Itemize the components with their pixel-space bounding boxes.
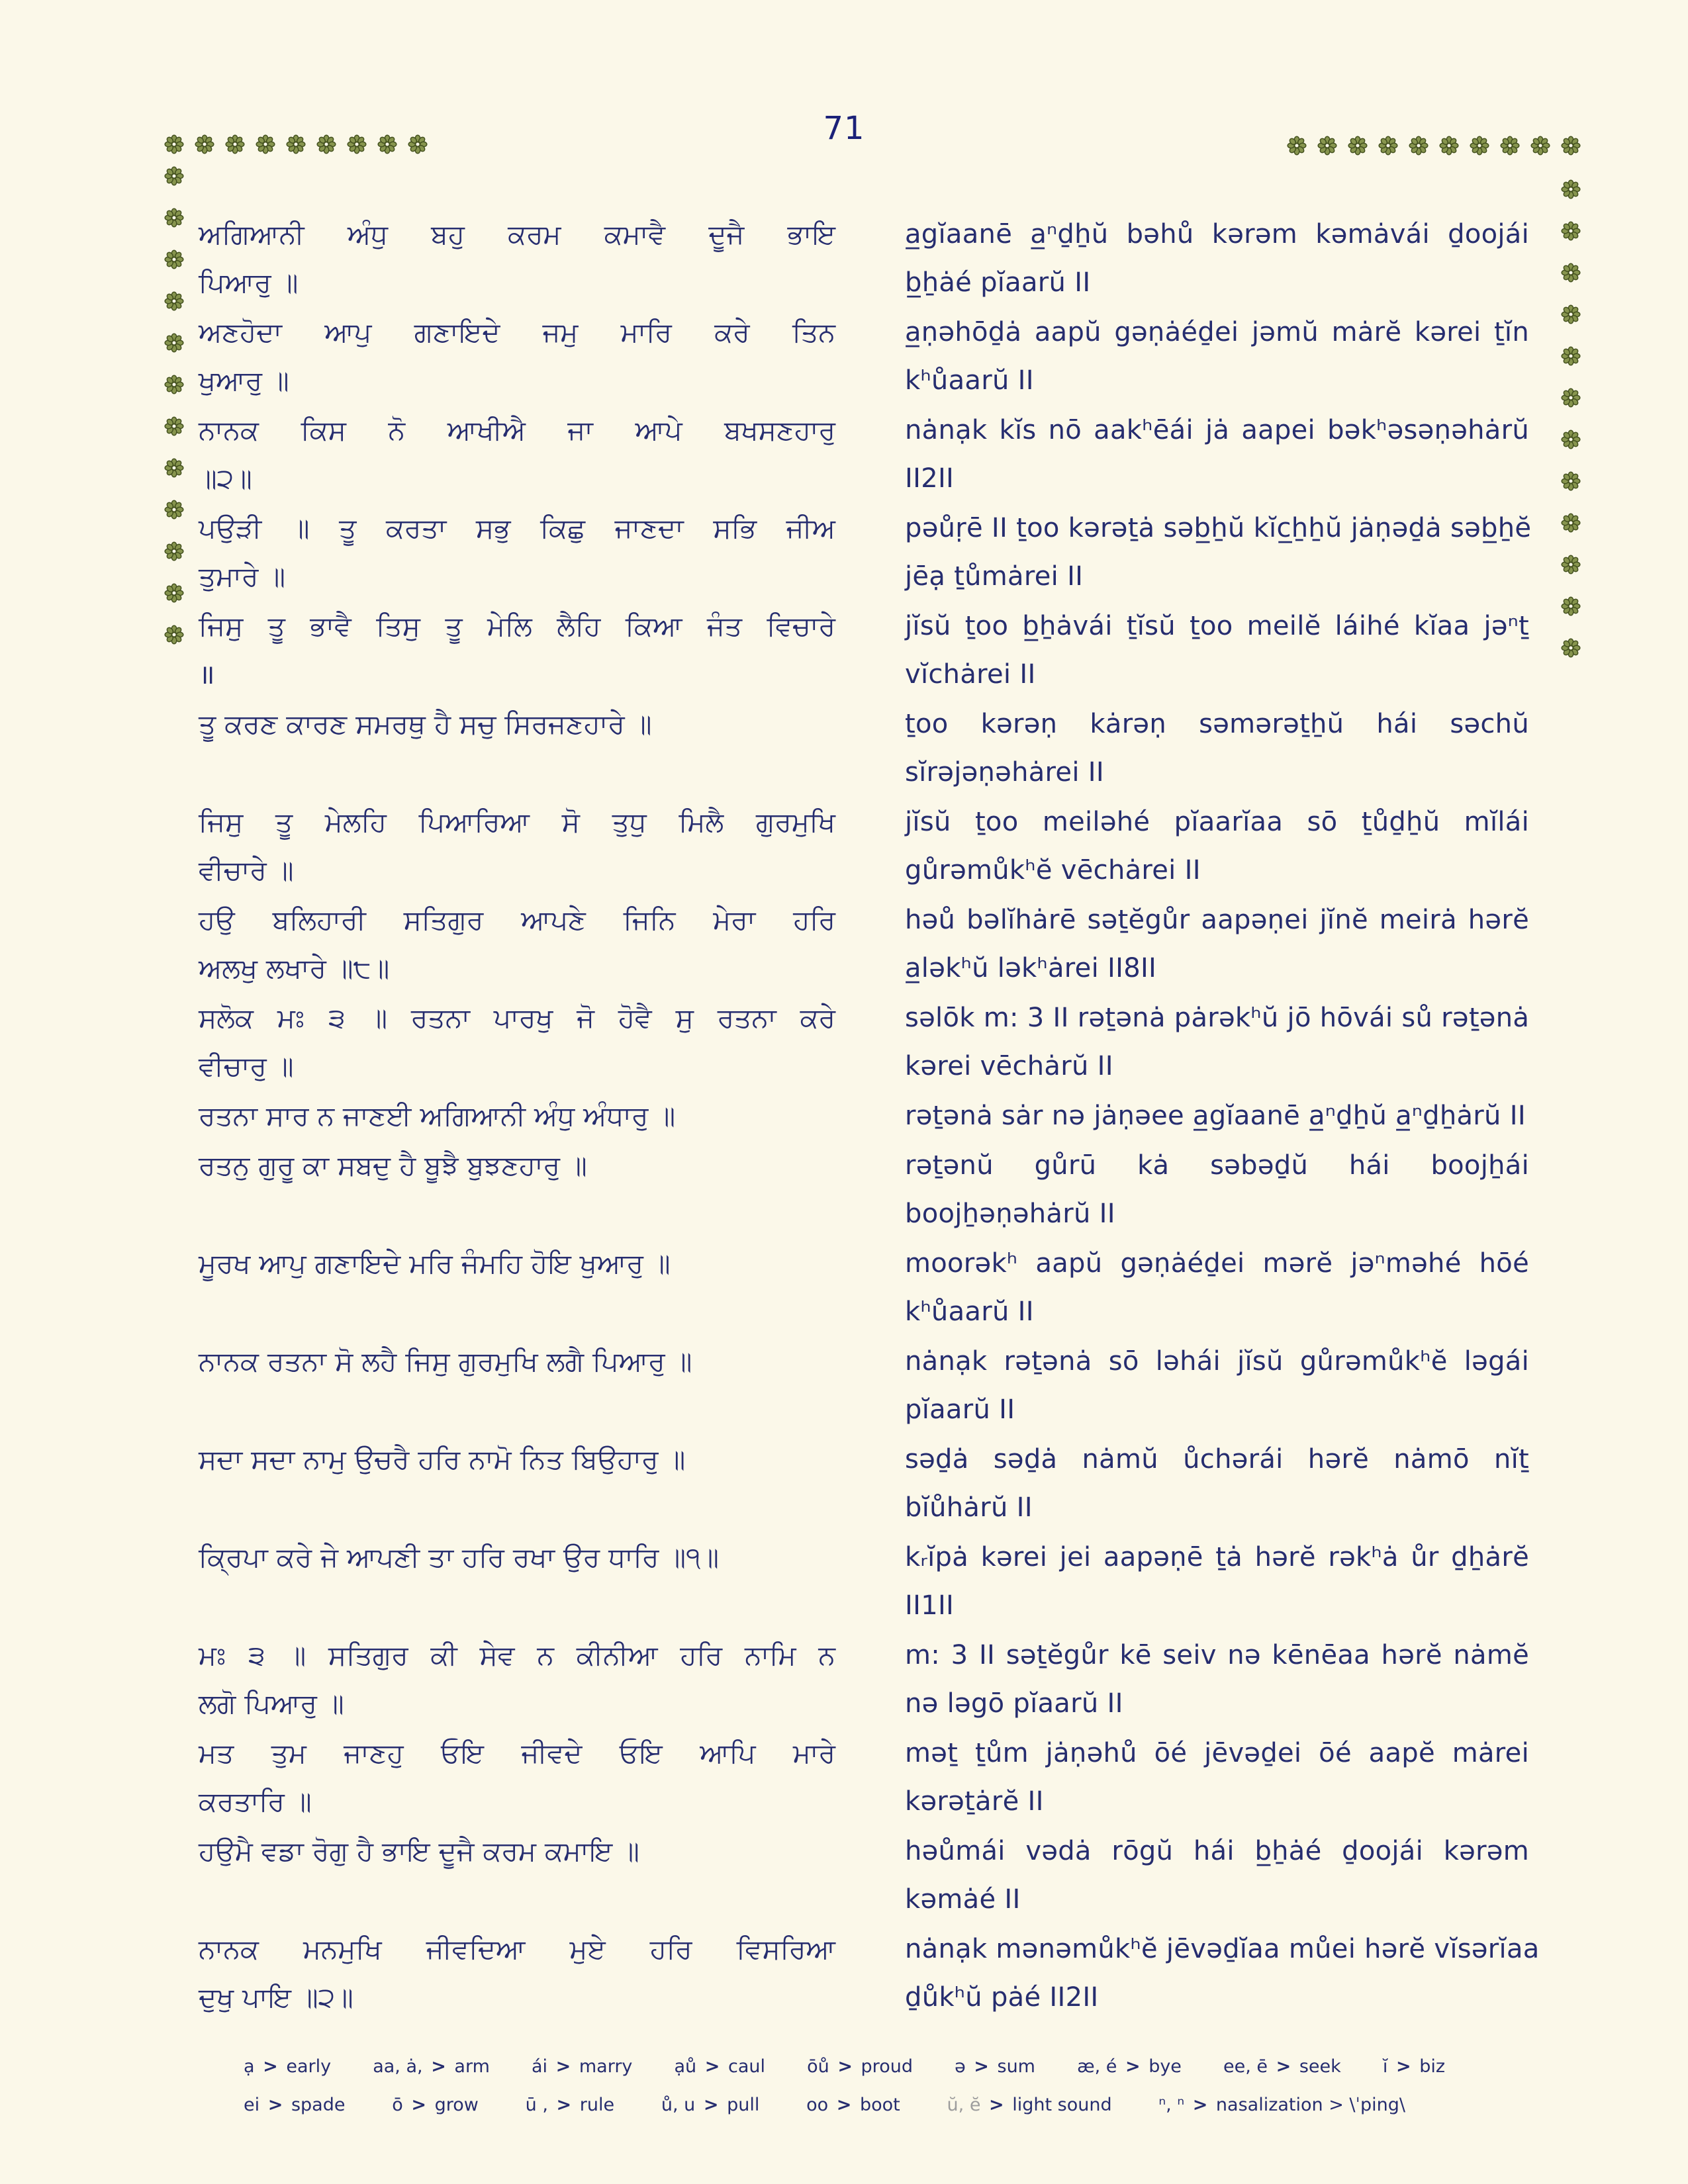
gurmukhi-line: ਕ੍ਰਿਪਾ ਕਰੇ ਜੇ ਆਪਣੀ ਤਾ ਹਰਿ ਰਖਾ ਉਰ ਧਾਰਿ ॥੧॥: [199, 1541, 719, 1573]
flower-ornament-icon: [286, 134, 306, 154]
flower-ornament-icon: [1561, 304, 1581, 324]
flower-ornament-icon: [1317, 136, 1337, 156]
gurmukhi-verse: [199, 1729, 835, 1826]
flower-ornament-icon: [1561, 430, 1581, 449]
gurmukhi-line: ਨਾਨਕ ਰਤਨਾ ਸੋ ਲਹੈ ਜਿਸੁ ਗੁਰਮੁਖਿ ਲਗੈ ਪਿਆਰੁ ॥: [199, 1345, 692, 1377]
gurmukhi-line: ਕਰਤਾਰਿ ॥: [199, 1786, 312, 1817]
legend-example-word: nasalization > \ˈping\: [1215, 2095, 1405, 2115]
legend-arrow-icon: >: [411, 2095, 426, 2115]
transliteration-line: pəůṛē II ṯoo kərəṯȧ səb̲ẖŭ kĭc̲ẖẖŭ jȧṇəḏȧ səb̲ẖĕ: [905, 513, 1532, 543]
transliteration-line: b̲ẖȧé pĭaarŭ II: [905, 267, 1091, 298]
legend-item: [675, 2048, 766, 2086]
transliteration-verse: [905, 700, 1529, 797]
gurmukhi-verse: [199, 406, 835, 503]
transliteration-line: nə ləgō pĭaarŭ II: [905, 1688, 1123, 1719]
transliteration-verse: [905, 896, 1529, 993]
transliteration-line: boojẖəṇəhȧrŭ II: [905, 1199, 1115, 1229]
gurmukhi-verse: [199, 210, 835, 307]
scripture-columns: [199, 210, 1540, 2022]
legend-example-word: marry: [579, 2056, 633, 2077]
gurmukhi-line: ਪਉੜੀ ॥ ਤੂ ਕਰਤਾ ਸਭੁ ਕਿਛੁ ਜਾਣਦਾ ਸਭਿ ਜੀਅ: [199, 512, 835, 544]
transliteration-line: həů bəlĭhȧrē səṯĕgůr aapəṇei jĭnĕ meirȧ hərĕ: [905, 905, 1529, 935]
transliteration-line: səḏȧ səḏȧ nȧmŭ ůchərái hərĕ nȧmō nĭṯ: [905, 1444, 1529, 1475]
flower-ornament-icon: [1561, 471, 1581, 491]
gurmukhi-verse: [199, 1338, 835, 1434]
legend-symbol: ạů: [674, 2056, 697, 2077]
legend-arrow-icon: >: [974, 2056, 989, 2077]
gurmukhi-verse: [199, 1142, 835, 1238]
gurmukhi-line: ਜਿਸੁ ਤੂ ਮੇਲਹਿ ਪਿਆਰਿਆ ਸੋ ਤੁਧੁ ਮਿਲੈ ਗੁਰਮੁਖਿ: [199, 806, 835, 838]
transliteration-verse: [905, 1729, 1529, 1826]
legend-item: [532, 2048, 632, 2086]
flower-ornament-icon: [1470, 136, 1489, 156]
flower-ornament-icon: [164, 458, 184, 478]
gurmukhi-verse: [199, 1925, 835, 2022]
transliteration-line: kʰůaarŭ II: [905, 1297, 1034, 1327]
transliteration-line: kərəṯȧrĕ II: [905, 1786, 1044, 1817]
legend-symbol: ee, ē: [1223, 2056, 1268, 2077]
legend-symbol: ū ,: [525, 2095, 548, 2115]
legend-symbol: oo: [806, 2095, 829, 2115]
gurmukhi-line: ਹਉ ਬਲਿਹਾਰੀ ਸਤਿਗੁਰ ਆਪਣੇ ਜਿਨਿ ਮੇਰਾ ਹਰਿ: [199, 904, 835, 936]
gurmukhi-verse: [199, 1435, 835, 1532]
legend-item: [244, 2048, 331, 2086]
transliteration-verse: [905, 1338, 1529, 1434]
pronunciation-legend: [244, 2048, 1445, 2124]
gurmukhi-line: ਵੀਚਾਰੇ ॥: [199, 854, 294, 886]
legend-example-word: spade: [291, 2095, 346, 2115]
transliteration-verse: [905, 1533, 1529, 1630]
flower-ornament-icon: [164, 625, 184, 645]
gurmukhi-line: ਤੁਮਾਰੇ ॥: [199, 561, 286, 592]
flower-ornament-icon: [164, 166, 184, 186]
gurmukhi-line: ਹਉਮੈ ਵਡਾ ਰੋਗੁ ਹੈ ਭਾਇ ਦੂਜੈ ਕਰਮ ਕਮਾਇ ॥: [199, 1835, 639, 1867]
gurmukhi-verse: [199, 1827, 835, 1924]
transliteration-verse: [905, 1631, 1529, 1728]
transliteration-verse: [905, 406, 1529, 503]
legend-example-word: early: [286, 2056, 332, 2077]
flower-ornament-icon: [1561, 221, 1581, 241]
legend-arrow-icon: >: [1276, 2056, 1291, 2077]
transliteration-line: nȧnạk mənəmůkʰĕ jēvəḏĭaa můei hərĕ vĭsərĭaa: [905, 1934, 1540, 1964]
transliteration-line: pĭaarŭ II: [905, 1394, 1015, 1425]
transliteration-verse: [905, 1827, 1529, 1924]
flower-ornament-icon: [1439, 136, 1459, 156]
legend-item: [526, 2086, 614, 2124]
legend-example-word: biz: [1419, 2056, 1445, 2077]
transliteration-verse: [905, 210, 1529, 307]
flower-ornament-icon: [225, 134, 245, 154]
legend-arrow-icon: >: [703, 2095, 719, 2115]
transliteration-line: sĭrəjəṇəhȧrei II: [905, 757, 1104, 788]
legend-example-word: light sound: [1012, 2095, 1112, 2115]
flower-ornament-icon: [164, 291, 184, 311]
legend-example-word: seek: [1299, 2056, 1341, 2077]
transliteration-line: a̲gĭaanē a̲ⁿḏẖŭ bəhů kərəm kəmȧvái ḏoojái: [905, 219, 1529, 250]
transliteration-verse: [905, 1240, 1529, 1336]
legend-example-word: bye: [1149, 2056, 1182, 2077]
legend-row: [244, 2086, 1405, 2124]
flower-ornament-icon: [1561, 179, 1581, 199]
transliteration-line: m: 3 II səṯĕgůr kē seiv nə kēnēaa hərĕ nȧmĕ: [905, 1640, 1529, 1670]
transliteration-line: jĭsŭ ṯoo meiləhé pĭaarĭaa sō ṯůḏẖŭ mĭlái: [905, 807, 1529, 837]
transliteration-verse: [905, 504, 1532, 601]
transliteration-line: səlōk m: 3 II rəṯənȧ pȧrəkʰŭ jō hōvái sů rəṯənȧ: [905, 1003, 1530, 1033]
flower-ornament-icon: [1378, 136, 1398, 156]
legend-symbol: ĭ: [1382, 2056, 1388, 2077]
transliteration-line: a̲ləkʰŭ ləkʰȧrei II8II: [905, 953, 1157, 983]
legend-item: [373, 2048, 490, 2086]
legend-arrow-icon: >: [704, 2056, 720, 2077]
legend-item: [955, 2048, 1035, 2086]
flower-ornament-icon: [1561, 346, 1581, 366]
legend-item: [1383, 2048, 1445, 2086]
flower-ornament-icon: [164, 134, 184, 154]
legend-example-word: boot: [859, 2095, 900, 2115]
gurmukhi-line: ਸਦਾ ਸਦਾ ਨਾਮੁ ਉਚਰੈ ਹਰਿ ਨਾਮੋ ਨਿਤ ਬਿਉਹਾਰੁ ॥: [199, 1443, 686, 1475]
transliteration-line: ḏůkʰŭ pȧé II2II: [905, 1982, 1099, 2013]
flower-ornament-icon: [408, 134, 428, 154]
gurmukhi-line: ਤੂ ਕਰਣ ਕਾਰਣ ਸਮਰਥੁ ਹੈ ਸਚੁ ਸਿਰਜਣਹਾਰੇ ॥: [199, 708, 652, 740]
legend-arrow-icon: >: [1192, 2095, 1208, 2115]
legend-arrow-icon: >: [263, 2056, 278, 2077]
gurmukhi-line: ਜਿਸੁ ਤੂ ਭਾਵੈ ਤਿਸੁ ਤੂ ਮੇਲਿ ਲੈਹਿ ਕਿਆ ਜੰਤ ਵਿਚਾਰੇ: [199, 610, 835, 642]
gurmukhi-line: ਨਾਨਕ ਕਿਸ ਨੋ ਆਖੀਐ ਜਾ ਆਪੇ ਬਖਸਣਹਾਰੁ: [199, 414, 835, 446]
gurmukhi-verse: [199, 1092, 835, 1140]
gurmukhi-line: ॥੨॥: [199, 463, 252, 494]
gurmukhi-verse: [199, 798, 835, 895]
gurmukhi-line: ਵੀਚਾਰੁ ॥: [199, 1050, 294, 1082]
gurmukhi-line: ਅਲਖੁ ਲਖਾਰੇ ॥੮॥: [199, 952, 390, 984]
transliteration-line: kərei vēchȧrŭ II: [905, 1051, 1113, 1081]
gurmukhi-line: ਲਗੋ ਪਿਆਰੁ ॥: [199, 1688, 344, 1719]
legend-arrow-icon: >: [837, 2056, 853, 2077]
transliteration-line: gůrəmůkʰĕ vēchȧrei II: [905, 855, 1201, 886]
transliteration-line: rəṯənȧ sȧr nə jȧṇəee a̲gĭaanē a̲ⁿḏẖŭ a̲ⁿḏẖȧrŭ II: [905, 1101, 1526, 1131]
gurmukhi-line: ॥: [199, 659, 215, 690]
flower-ornament-icon: [164, 583, 184, 603]
flower-ornament-icon: [256, 134, 275, 154]
transliteration-line: rəṯənŭ gůrū kȧ səbəḏŭ hái boojẖái: [905, 1150, 1529, 1181]
transliteration-line: II1II: [905, 1590, 955, 1621]
transliteration-line: vĭchȧrei II: [905, 659, 1036, 690]
transliteration-line: jĭsŭ ṯoo b̲ẖȧvái ṯĭsŭ ṯoo meilĕ láihé kĭaa jəⁿṯ: [905, 611, 1529, 641]
transliteration-verse: [905, 1925, 1540, 2022]
transliteration-line: bĭůhȧrŭ II: [905, 1492, 1033, 1523]
gurmukhi-verse: [199, 308, 835, 405]
gurmukhi-line: ਮਤ ਤੁਮ ਜਾਣਹੁ ਓਇ ਜੀਵਦੇ ਓਇ ਆਪਿ ਮਾਰੇ: [199, 1737, 835, 1769]
transliteration-line: kᵣĭpȧ kərei jei aapəṇē ṯȧ hərĕ rəkʰȧ ůr ḏẖȧrĕ: [905, 1542, 1529, 1572]
flower-ornament-icon: [377, 134, 397, 154]
gurmukhi-verse: [199, 1631, 835, 1728]
legend-item: [947, 2086, 1112, 2124]
transliteration-verse: [905, 602, 1529, 699]
flower-ornament-icon: [1530, 136, 1550, 156]
legend-example-word: grow: [434, 2095, 479, 2115]
legend-item: [661, 2086, 759, 2124]
gurmukhi-line: ਸਲੋਕ ਮਃ ੩ ॥ ਰਤਨਾ ਪਾਰਖੁ ਜੋ ਹੋਵੈ ਸੁ ਰਤਨਾ ਕਰੇ: [199, 1002, 835, 1034]
gurmukhi-line: ਰਤਨੁ ਗੁਰੂ ਕਾ ਸਬਦੁ ਹੈ ਬੂਝੈ ਬੁਝਣਹਾਰੁ ॥: [199, 1150, 587, 1181]
flower-ornament-icon: [1561, 513, 1581, 533]
legend-arrow-icon: >: [267, 2095, 283, 2115]
legend-item: [1077, 2048, 1182, 2086]
legend-example-word: proud: [861, 2056, 913, 2077]
legend-example-word: rule: [579, 2095, 615, 2115]
legend-example-word: caul: [727, 2056, 765, 2077]
flower-ornament-icon: [1561, 638, 1581, 658]
legend-example-word: sum: [997, 2056, 1035, 2077]
gurmukhi-verse: [199, 504, 835, 601]
transliteration-line: jēạ ṯůmȧrei II: [905, 561, 1084, 592]
flower-ornament-icon: [1561, 263, 1581, 283]
legend-symbol: ō: [392, 2095, 403, 2115]
transliteration-line: məṯ ṯům jȧṇəhů ōé jēvəḏei ōé aapĕ mȧrei: [905, 1738, 1529, 1768]
transliteration-line: II2II: [905, 463, 955, 494]
transliteration-line: həůmái vədȧ rōgŭ hái b̲ẖȧé ḏoojái kərəm: [905, 1836, 1529, 1866]
legend-symbol: ōů: [807, 2056, 829, 2077]
transliteration-line: a̲ṇəhōḏȧ aapŭ gəṇȧéḏei jəmŭ mȧrĕ kərei ṯĭn: [905, 317, 1529, 347]
gurmukhi-line: ਮੂਰਖ ਆਪੁ ਗਣਾਇਦੇ ਮਰਿ ਜੰਮਹਿ ਹੋਇ ਖੁਆਰੁ ॥: [199, 1248, 671, 1279]
legend-item: [806, 2086, 900, 2124]
gurmukhi-verse: [199, 1240, 835, 1336]
gurmukhi-line: ਪਿਆਰੁ ॥: [199, 267, 299, 298]
transliteration-verse: [905, 1142, 1529, 1238]
flower-ornament-icon: [164, 250, 184, 269]
gurmukhi-line: ਖੁਆਰੁ ॥: [199, 365, 289, 396]
flower-ornament-icon: [1561, 596, 1581, 616]
legend-item: [807, 2048, 913, 2086]
flower-ornament-icon: [1561, 136, 1581, 156]
transliteration-verse: [905, 1435, 1529, 1532]
legend-symbol: ə: [955, 2056, 966, 2077]
gurmukhi-line: ਰਤਨਾ ਸਾਰ ਨ ਜਾਣਈ ਅਗਿਆਨੀ ਅੰਧੁ ਅੰਧਾਰੁ ॥: [199, 1100, 676, 1132]
transliteration-line: kʰůaarŭ II: [905, 365, 1034, 396]
flower-ornament-icon: [164, 208, 184, 228]
gurmukhi-verse: [199, 994, 835, 1091]
legend-arrow-icon: >: [555, 2056, 571, 2077]
flower-ornament-icon: [164, 541, 184, 561]
legend-item: [1158, 2086, 1405, 2124]
flower-ornament-icon: [1348, 136, 1368, 156]
legend-symbol: æ, é: [1077, 2056, 1117, 2077]
flower-ornament-icon: [164, 375, 184, 394]
legend-symbol: ạ: [244, 2056, 255, 2077]
legend-arrow-icon: >: [836, 2095, 852, 2115]
transliteration-verse: [905, 798, 1529, 895]
gurmukhi-verse: [199, 1533, 835, 1630]
gurmukhi-verse: [199, 896, 835, 993]
flower-ornament-icon: [1500, 136, 1520, 156]
flower-ornament-icon: [164, 500, 184, 520]
gurmukhi-line: ਅਗਿਆਨੀ ਅੰਧੁ ਬਹੁ ਕਰਮ ਕਮਾਵੈ ਦੂਜੈ ਭਾਇ: [199, 218, 835, 250]
legend-item: [244, 2086, 345, 2124]
flower-ornament-icon: [164, 333, 184, 353]
legend-arrow-icon: >: [989, 2095, 1004, 2115]
flower-ornament-icon: [1561, 388, 1581, 408]
legend-arrow-icon: >: [1395, 2056, 1411, 2077]
flower-ornament-icon: [347, 134, 367, 154]
legend-item: [392, 2086, 479, 2124]
page-number: 71: [823, 110, 865, 147]
legend-symbol: ái: [531, 2056, 548, 2077]
legend-example-word: pull: [727, 2095, 760, 2115]
transliteration-line: nȧnạk kĭs nō aakʰēái jȧ aapei bəkʰəsəṇəhȧrŭ: [905, 415, 1529, 445]
legend-arrow-icon: >: [431, 2056, 446, 2077]
flower-ornament-icon: [1409, 136, 1429, 156]
legend-example-word: arm: [454, 2056, 490, 2077]
gurmukhi-line: ਨਾਨਕ ਮਨਮੁਖਿ ਜੀਵਦਿਆ ਮੁਏ ਹਰਿ ਵਿਸਰਿਆ: [199, 1933, 835, 1965]
flower-ornament-icon: [164, 416, 184, 436]
transliteration-verse: [905, 308, 1529, 405]
legend-symbol: ŭ, ĕ: [947, 2095, 981, 2115]
legend-arrow-icon: >: [1125, 2056, 1141, 2077]
gurmukhi-verse: [199, 700, 835, 797]
legend-arrow-icon: >: [556, 2095, 572, 2115]
transliteration-line: kəmȧé II: [905, 1884, 1021, 1915]
transliteration-verse: [905, 994, 1529, 1091]
transliteration-line: ṯoo kərəṇ kȧrəṇ səmərəṯẖŭ hái səchŭ: [905, 709, 1529, 739]
legend-symbol: ⁿ, ⁿ: [1158, 2095, 1185, 2115]
legend-symbol: ů, u: [661, 2095, 696, 2115]
transliteration-line: moorəkʰ aapŭ gəṇȧéḏei mərĕ jəⁿməhé hōé: [905, 1248, 1529, 1279]
gurmukhi-verse: [199, 602, 835, 699]
transliteration-line: nȧnạk rəṯənȧ sō ləhái jĭsŭ gůrəmůkʰĕ ləgái: [905, 1346, 1529, 1377]
legend-symbol: ei: [244, 2095, 260, 2115]
flower-ornament-icon: [1287, 136, 1307, 156]
gurmukhi-line: ਅਣਹੋਦਾ ਆਪੁ ਗਣਾਇਦੇ ਜਮੁ ਮਾਰਿ ਕਰੇ ਤਿਨ: [199, 316, 835, 348]
flower-ornament-icon: [316, 134, 336, 154]
legend-symbol: aa, ȧ,: [373, 2056, 423, 2077]
transliteration-verse: [905, 1092, 1529, 1140]
flower-ornament-icon: [195, 134, 214, 154]
legend-row: [244, 2048, 1445, 2086]
gurmukhi-line: ਮਃ ੩ ॥ ਸਤਿਗੁਰ ਕੀ ਸੇਵ ਨ ਕੀਨੀਆ ਹਰਿ ਨਾਮਿ ਨ: [199, 1639, 835, 1671]
legend-item: [1223, 2048, 1341, 2086]
flower-ornament-icon: [1561, 555, 1581, 574]
gurmukhi-line: ਦੁਖੁ ਪਾਇ ॥੨॥: [199, 1981, 353, 2013]
